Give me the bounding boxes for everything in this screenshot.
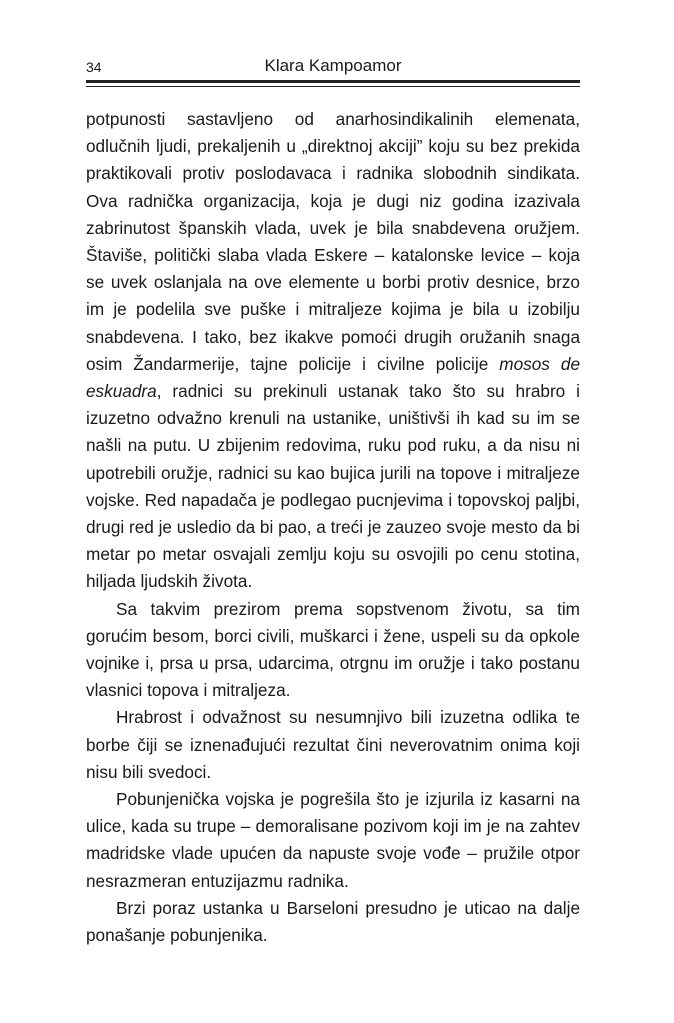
header-rule-thick [86, 80, 580, 83]
body-text [86, 106, 580, 949]
paragraph: Brzi poraz ustanka u Barseloni presudno je uticao na dalje ponašanje pobunjenika. [86, 897, 580, 946]
page-header [86, 56, 580, 80]
header-rule-thin [86, 86, 580, 87]
paragraph-text: potpunosti sastavljeno od anarhosindikalinih elemenata, odlučnih ljudi, prekaljenih u „direktnoj akciji” koju su bez prekida praktikovali protiv poslodavaca i radnika slobodnih sindikata. Ova radnička organizacija, koja je dugi niz godina izazivala zabrinutost španskih vlada, uvek je bila snabdevena oružjem. Štaviše, politički slaba vlada Eskere – katalonske levice – koja se uvek oslanjala na ove elemente u borbi protiv desnice, brzo im je podelila sve puške i mitraljeze kojima je bila u izobilju snabdevena. I tako, bez ikakve pomoći drugih oružanih snaga osim Žandarmerije, tajne policije i civilne policije [86, 109, 580, 374]
paragraph: Sa takvim prezirom prema sopstvenom životu, sa tim gorućim besom, borci civili, muškarci i žene, uspeli su da opkole vojnike i, prsa u prsa, udarcima, otrgnu im oružje i tako postanu vlasnici topova i mitraljeza. [86, 598, 580, 701]
paragraph: Pobunjenička vojska je pogrešila što je izjurila iz kasarni na ulice, kada su trupe – demoralisane pozivom koji im je na zahtev madridske vlade upućen da napuste svoje vođe – pružile otpor nesrazmeran entuzijazmu radnika. [86, 789, 580, 891]
paragraph: Hrabrost i odvažnost su nesumnjivo bili izuzetna odlika te borbe čiji se iznenađujući rezultat čini neverovatnim onima koji nisu bili svedoci. [86, 707, 580, 782]
page-number: 34 [86, 59, 102, 75]
running-title: Klara Kampoamor [264, 56, 402, 75]
italic-term: mosos de eskuadra [86, 353, 581, 402]
paragraph-text: , radnici su prekinuli ustanak tako što su hrabro i izuzetno odvažno krenuli na ustanike, uništivši ih kad su im se našli na putu. U zbijenim redovima, ruku pod ruku, a da nisu ni upotrebili oružje, radnici su kao bujica jurili na topove i mitraljeze vojske. Red napadača je podlegao pucnjevima i topovskoj paljbi, drugi red je usledio da bi pao, a treći je zauzeo svoje mesto da bi metar po metar osvajali zemlju koju su osvojili po cenu stotina, hiljada ljudskih života. [86, 381, 580, 592]
paragraph-continued [86, 106, 580, 596]
